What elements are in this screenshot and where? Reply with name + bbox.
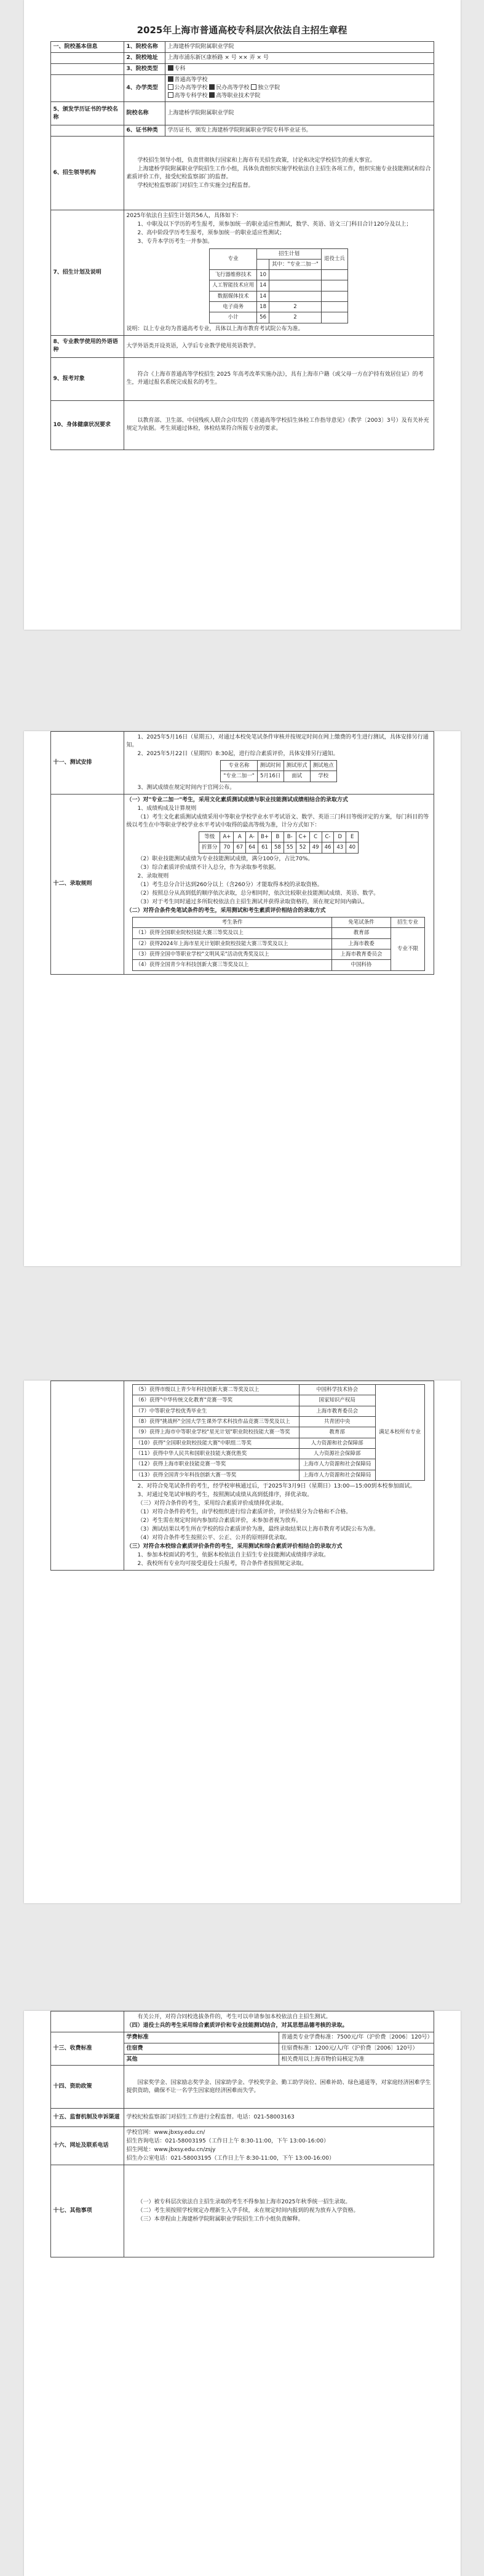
grade-cell: 58 [272,842,284,853]
fee-sub-label: 住宿费 [124,2043,279,2055]
exempt-cell: 上海市人力资源和社会保障局 [299,1470,375,1480]
exempt-cell: 教育部 [299,1427,375,1438]
contact-value [124,2127,434,2165]
mini-cell: 5月16日 [257,771,284,782]
plan-head: 招生计划 [257,248,322,259]
checkbox-icon [168,92,173,98]
health-label: 10、身体健康状况要求 [50,400,124,450]
grade-cell: 49 [309,842,322,853]
exempt-head: 招生专业 [391,917,424,927]
plan-cell: 14 [257,280,269,291]
plan-content [124,210,434,335]
plan-head: 其中："专业二加一" [269,259,322,269]
plan-label: 7、招生计划及说明 [50,210,124,335]
checkbox-icon [251,84,256,90]
nature-option: 高等专科学校 [174,93,208,100]
exempt-cell: （3）获得全国中等职业学校"文明风采"活动优秀奖及以上 [133,949,331,959]
checkbox-icon [168,76,173,82]
exempt-cell: 国家知识产权局 [299,1395,375,1406]
p4-top-content [124,2011,434,2032]
contact-line: 招生网址：www.jbxsy.edu.cn/zsjy [126,2147,216,2154]
document-page-1 [24,0,461,630]
other-item: （一）被专科层次依法自主招生录取的考生不得参加上海市2025年秋季统一招生录取。 [137,2199,351,2206]
admit-label: 十二、录取规则 [50,794,124,974]
plan-head: 退役士兵 [321,248,347,270]
grade-head: B [272,832,284,842]
plan-cell [321,280,347,291]
nature-label: 4、办学类型 [124,75,165,102]
p4-para: 有关公开，对符合同校选拔条件的，考生可以申请参加本校依法自主招生测试。 [137,2014,331,2020]
charter-table-4 [50,2011,434,2257]
lang-value: 大学外语类开设英语，入学后专业教学使用英语教学。 [124,335,434,357]
exempt-cell: （2）获得2024年上海市星光计划职业院校技能大赛三等奖及以上 [133,938,331,949]
empty-cell [50,64,124,75]
other-value [124,2165,434,2257]
health-value [124,400,434,450]
admit-para: （2）职业技能测试成绩为专业技能测试成绩，满分100分，占比70%。 [137,855,314,862]
charter-table-3 [50,1381,434,1571]
grade-head: A- [246,832,258,842]
mini-cell: "专业二加一" [221,771,257,782]
plan-para: 2、高中阶段学历考生报考，须参加统一的职业适应性测试； [137,230,285,237]
nature-option: 独立学院 [258,85,280,92]
cert-label: 5、颁发学历证书的学校名称 [50,102,124,125]
exempt-cell: （11）获得中华人民共和国职业技能大赛优胜奖 [133,1448,299,1459]
org-para: 学校招生领导小组，负责贯彻执行国家和上海市有关招生政策，讨论和决定学校招生的重大事宜。 [137,157,376,164]
document-page-4 [24,2011,461,2576]
admit-para: （4）对符合条件考生按照公平、公正、公开的原则择优录取。 [137,1535,291,1542]
plan-cell: 数据媒体技术 [210,291,257,301]
mini-cell: 面试 [284,771,310,782]
target-label: 9、报考对象 [50,357,124,400]
admit-para: 2、录取规则 [137,873,169,879]
plan-cell [269,280,322,291]
plan-para: 1、中职及以下学历的考生报考，须参加统一的职业适应性测试，数学、英语、语文三门科目合计120分及以上； [137,221,412,228]
grade-head: C- [322,832,334,842]
exempt-cell: 上海市教育委员会 [299,1406,375,1416]
exempt-cell: 上海市教委 [331,938,391,949]
address-label: 2、院校地址 [124,53,165,64]
type-text: 专科 [174,66,186,73]
exempt-cell: 共青团中央 [299,1416,375,1427]
exempt-cell: 专业不限 [391,928,424,970]
org-text [124,137,434,210]
admit-para: （2）按照总分从高到低的顺序依次录取，总分相同时，依次比较职业技能测试成绩、英语、数学。 [137,890,379,897]
target-text: 符合《上海市普通高等学校招生 2025 年高考改革实施办法》，具有上海市户籍（或父母一方在沪持有效居住证）的考生，并通过报名系统完成报名的考生。 [126,371,424,386]
health-text: 以教育部、卫生部、中国残疾人联合会印发的《普通高等学校招生体检工作指导意见》（教学〔2003〕3号）及有关补充规定为依据。考生须通过体检，体检结果符合所报专业的要求。 [126,418,429,432]
plan-cell: 电子商务 [210,302,257,312]
contact-label: 十六、网址及联系电话 [50,2127,124,2165]
checkbox-icon [168,84,173,90]
fee-label: 十三、收费标准 [50,2032,124,2066]
exempt-cell: 人力资源社会保障部 [299,1448,375,1459]
mini-head: 测试时间 [257,761,284,771]
grade-head: E [346,832,359,842]
exempt-table [132,917,424,971]
exempt-cell: 满足本校所有专业 [375,1385,424,1481]
exempt-cell: （4）获得全国青少年科技创新大赛三等奖及以上 [133,960,331,970]
admit-para: （3）对于考生同时通过多所院校依法自主招生测试并获得录取资格的，须在规定时间内确认。 [137,898,368,905]
fee-value: 住宿费标准：1200元/人/年（沪价费〔2006〕120号） [279,2043,434,2055]
admit-para: （2）考生需在规定时间内参加综合素质评价，未参加者视为放弃。 [137,1518,302,1524]
org-label: 6、招生领导机构 [50,137,124,210]
other-item: （三）本章程由上海建桥学院附属职业学院招生工作小组负责解释。 [137,2216,304,2223]
grade-head: 等级 [199,832,220,842]
plan-row [210,291,348,301]
plan-head: 专业 [210,248,257,270]
test-item: 3、测试成绩在规定时间内于官网公布。 [137,784,236,791]
nature-option: 公办高等学校 [174,85,208,92]
plan-cell: 56 [257,312,269,323]
exempt-cell: 中国科协 [331,960,391,970]
test-item: 2、2025年5月22日（星期四）8:30起，进行综合素质评价，具体安排另行通知。 [137,751,339,758]
cert-type-value: 学历证书，颁发上海建桥学院附属职业学院专科毕业证书。 [165,125,434,137]
other-item: （二）考生须按照学校规定办理新生入学手续，未在规定时间内报到的视为放弃入学资格。 [137,2208,359,2214]
plan-row [210,270,348,280]
grade-head: C+ [296,832,309,842]
plan-cell [321,291,347,301]
plan-cell: 10 [257,270,269,280]
nature-option: 普通高等学校 [174,77,208,84]
exempt-cell: （13）获得全国青少年科技创新大赛一等奖 [133,1470,299,1480]
exempt-cell: 上海市教育委员会 [331,949,391,959]
plan-cell: 人工智能技术应用 [210,280,257,291]
fee-sub-label: 其他 [124,2055,279,2066]
grade-head: B- [284,832,296,842]
org-para: 上海建桥学院附属职业学院招生工作小组，具体负责组织实施学校依法自主招生各项工作，组织实施专业技能测试和综合素质评价工作，接受纪检监察部门的监督。 [126,165,431,180]
empty-cell [50,2011,124,2032]
grade-cell: 61 [258,842,272,853]
grade-head: B+ [258,832,272,842]
exempt-cell: 上海市人力资源和社会保障局 [299,1459,375,1470]
mini-head: 测试形式 [284,761,310,771]
school-name-value: 上海建桥学院附属职业学院 [165,42,434,53]
test-item: 1、2025年5月16日（星期五），对通过本校免笔试条件审核并按规定时间在网上缴费的考生进行测试，具体安排另行通知。 [126,734,429,749]
contact-line: 招生咨询电话：021-58003195（工作日上午 8:30-11:00，下午 13:00-16:00） [126,2138,329,2145]
fee-value: 相关费用以上海市物价局核定为准 [279,2055,434,2066]
exempt-cell: 人力资源和社会保障部 [299,1438,375,1448]
target-value [124,357,434,400]
empty-cell [50,53,124,64]
grade-cell: 52 [296,842,309,853]
empty-cell [50,75,124,102]
exempt-cell: 中国科学技术协会 [299,1385,375,1395]
contact-line: 学校官网：www.jbxsy.edu.cn/ [126,2130,205,2136]
aid-value [124,2066,434,2109]
admit-para: 3、对通过免笔试审核的考生，按照测试成绩从高到低排序，择优录取。 [137,1491,313,1498]
plan-row [210,312,348,323]
plan-cell: 2 [269,312,322,323]
admit-para: （1）考生文化素质测试成绩采用中等职业学校学业水平考试语文、数学、英语三门科目等级评定的方案，每门科目的等级以考生在中等职业学校学业水平考试中取得的最高等级为准，计分方式如下： [126,814,429,828]
mini-cell: 学校 [310,771,336,782]
p4-heading: （四）退役士兵的考生采用综合素质评价和专业技能测试结合，对其思想品德考核的录取。 [126,2023,348,2029]
grade-table [199,831,359,854]
test-label: 十一、测试安排 [50,732,124,795]
other-label: 十七、其他事项 [50,2165,124,2257]
grade-head: D [334,832,346,842]
aid-text: 国家奖学金、国家励志奖学金、国家助学金、学校奖学金、勤工助学岗位、困难补助、绿色通道等，对家庭经济困难学生提供资助，确保不让一名学生因家庭经济困难而失学。 [126,2079,431,2094]
cert-type-label: 6、证书种类 [124,125,165,137]
admit-para: （三）对符合条件的考生，采用综合素质评价成绩择优录取。 [137,1500,287,1507]
admit-heading: （二）对符合条件免笔试条件的考生，采用测试和考生素质评价相结合的录取方式 [126,907,326,914]
plan-cell [269,291,322,301]
type-value [165,64,434,75]
admit-para: 1、成绩构成及计算规则 [137,805,197,812]
plan-cell [321,312,347,323]
admit-para: （1）对符合条件的考生，由学校组织进行综合素质评价，评价结果分为合格和不合格。 [137,1508,352,1515]
address-value: 上海市浦东新区康桥路 × 号 ×× 弄 × 号 [165,53,434,64]
admit-heading: （三）对符合本校综合素质评价条件的考生，采用测试和综合素质评价相结合的录取方式 [126,1544,343,1550]
exempt-head: 考生条件 [133,917,331,927]
mini-head: 测试地点 [310,761,336,771]
grade-cell: 40 [346,842,359,853]
test-content [124,732,434,795]
plan-head [257,259,269,269]
grade-head: C [309,832,322,842]
admit-heading: （一）对"专业二加一"考生，采用文化素质测试成绩与职业技能测试成绩相结合的录取方式 [126,796,348,803]
fee-value: 普通类专业学费标准：7500元/年（沪价费〔2006〕120号） [279,2032,434,2043]
admit-para: （3）测试结果以考生所在学校的综合素质评价为准，最终录取结果以上海市教育考试院公布为准。 [137,1526,379,1533]
lang-label: 8、专业教学使用的外语语种 [50,335,124,357]
exempt-head: 免笔试条件 [331,917,391,927]
test-mini-table [220,760,336,782]
plan-cell: 2 [269,302,322,312]
charter-table-1 [50,41,434,450]
mini-head: 专业名称 [221,761,257,771]
checkbox-icon [168,65,173,71]
plan-cell: 飞行器维修技术 [210,270,257,280]
exempt-cell: （9）获得上海市中等职业学校"星光计划"职业院校技能大赛一等奖 [133,1427,299,1438]
document-page-2 [24,731,461,1266]
org-para: 学校纪检监察部门对招生工作实施全过程监督。 [137,182,254,189]
checkbox-icon [209,84,215,90]
fee-sub-label: 学费标准 [124,2032,279,2043]
grade-head: A [234,832,246,842]
school-name-label: 1、院校名称 [124,42,165,53]
admit-para: （3）综合素质评价成绩不计入总分，作为录取参考依据。 [137,864,280,871]
plan-row [210,302,348,312]
checkbox-icon [209,92,215,98]
supervise-label: 十五、监督机制及申诉渠道 [50,2109,124,2127]
grade-cell: 67 [234,842,246,853]
plan-cell [321,302,347,312]
exempt-cell: （7）中等职业学校优秀毕业生 [133,1406,299,1416]
grade-cell: 64 [246,842,258,853]
admit-para: 1、参加本校面试的考生，依据本校依法自主招生专业技能测试成绩排序录取。 [137,1552,330,1559]
empty-cell [50,125,124,137]
plan-cell: 14 [257,291,269,301]
nature-options [165,75,434,102]
supervise-value: 学校纪检监察部门对招生工作进行全程监督。电话：021-58003163 [124,2109,434,2127]
exempt-cell: （6）获得"中华传统文化教育"竞赛一等奖 [133,1395,299,1406]
basic-section-label: 一、院校基本信息 [50,42,124,53]
plan-table [209,248,348,323]
admit-para: 2、我校所有专业均可接受退役士兵报考，符合条件者按照规定录取。 [137,1561,307,1567]
plan-cell [269,270,322,280]
grade-cell: 55 [284,842,296,853]
exempt-cell: （12）获得上海市职业技能竞赛一等奖 [133,1459,299,1470]
charter-table-2 [50,731,434,975]
cert-value: 上海建桥学院附属职业学院 [165,102,434,125]
grade-cell: 折算分 [199,842,220,853]
plan-cell [321,270,347,280]
admit-continued-content [124,1381,434,1571]
grade-cell: 70 [220,842,234,853]
nature-option: 高等职业技术学院 [216,93,261,100]
exempt-cell: （10）获得"全国职业院校技能大赛"中职组二等奖 [133,1438,299,1448]
plan-para: 2025年依法自主招生计划共56人，具体如下： [126,213,242,220]
aid-label: 十四、资助政策 [50,2066,124,2109]
grade-cell: 43 [334,842,346,853]
plan-note: 说明：以上专业均为普通高考专业，具体以上海市教育考试院公布为准。 [126,325,304,332]
document-page-3 [24,1381,461,1903]
plan-row [210,280,348,291]
cert-school-label: 院校名称 [124,102,165,125]
plan-cell: 18 [257,302,269,312]
exempt-cell: （5）获得市级以上青少年科技创新大赛二等奖及以上 [133,1385,299,1395]
exempt-cell: （1）获得全国职业院校技能大赛三等奖及以上 [133,928,331,938]
contact-line: 招生办公室电话：021-58003195（工作日上午 8:30-11:00，下午 13:00-16:00） [126,2155,335,2162]
admit-para: 2、对符合免笔试条件的考生，经学校审核通过后，于2025年3月9日（星期日）13:00—15:00到本校参加面试。 [137,1483,416,1489]
exempt-cell: （8）获得"挑战杯"全国大学生课外学术科技作品竞赛三等奖及以上 [133,1416,299,1427]
plan-cell: 小计 [210,312,257,323]
grade-cell: 46 [322,842,334,853]
admit-para: （1）考生总分合计达到260分以上（含260分）才能取得本校的录取资格。 [137,881,323,888]
type-label: 3、院校类型 [124,64,165,75]
nature-option: 民办高等学校 [216,85,250,92]
document-title: 2025年上海市普通高校专科层次依法自主招生章程 [137,25,347,36]
admit-continued-label [50,1381,124,1571]
admit-content [124,794,434,974]
exempt-cell: 教育部 [331,928,391,938]
exempt-table-cont [132,1384,424,1481]
plan-para: 3、专升本学历考生一并参加。 [137,239,213,245]
grade-head: A+ [220,832,234,842]
